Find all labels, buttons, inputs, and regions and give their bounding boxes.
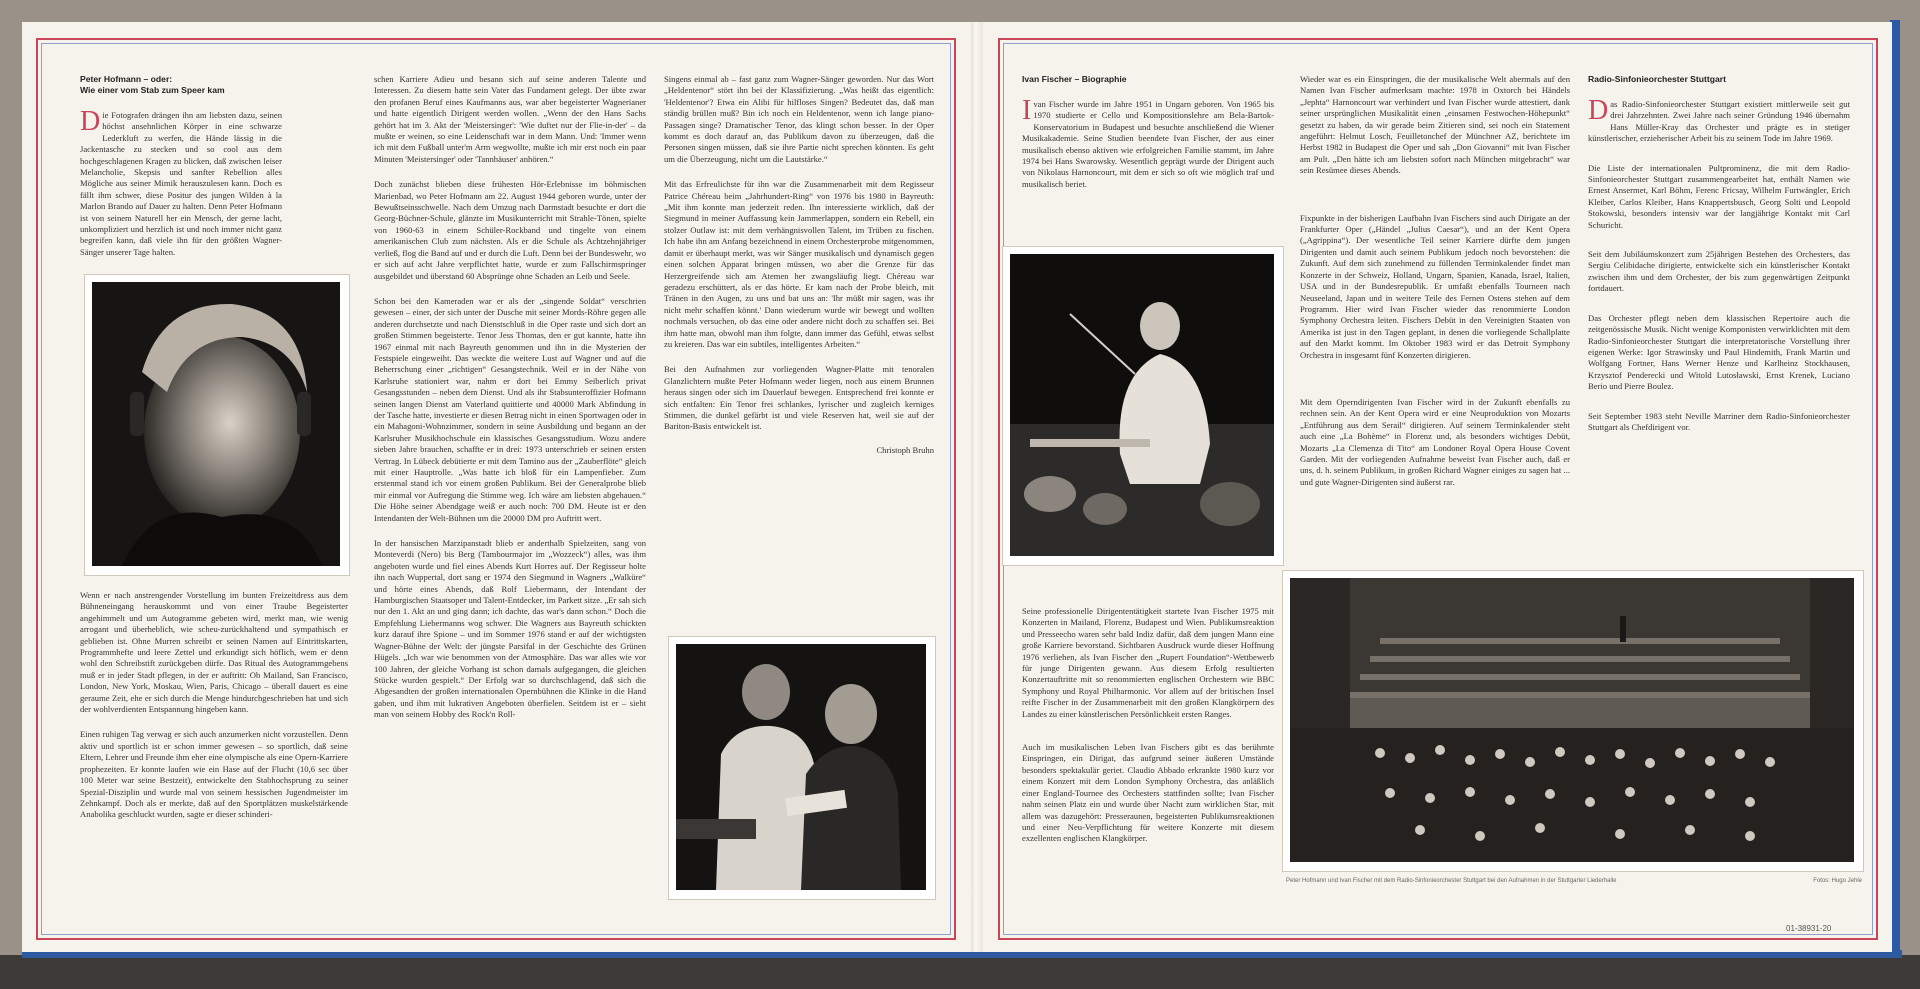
paragraph-text: ie Fotografen drängen ihn am liebsten dazu, seinen höchst ansehnlichen Körper in eine schwarze Lederkluft zu werfen, die Hände lässig in die Jackentasche zu stecken und so cool aus dem hochgeschlagenen Kragen zu blicken, daß zwischen leiser Melancholie, Skepsis und sanfter Rebellion alles Mögliche aus seiner Mimik herauszulesen kann. Doch es fällt ihm schwer, diese Positur des jungen Wilden à la Marlon Brando auf Dauer zu halten. Denn Peter Hofmann ist von seinem Naturell her ein Mensch, der gerne lacht, unkompliziert und herzlich ist und noch immer nicht ganz begreifen kann, daß viele ihn für den größten Wagner-Sänger unserer Tage halten. <box>80 110 282 257</box>
fischer-paragraph-5: Fixpunkte in der bisherigen Laufbahn Ivan Fischers sind auch Dirigate an der Frankfurter Oper („Händel „Julius Caesar“), und an der Kent Opera („Agrippina“). Der wesentliche Teil seiner Karriere dürfte dem jungen Dirigenten und damit auch seinem Publikum jedoch noch bevorstehen: die Zukunft. Auf dem sich zunehmend zu füllenden Terminkalender findet man Konzerte in der Schweiz, Holland, Ungarn, Spanien, Kanada, Israel, Italien, USA und in der Bundesrepublik. Er umfaßt ebenfalls Tourneen nach Neuseeland, Japan und in weitere Teile des Fernen Ostens stehen auf dem Programm. Hier wird Ivan Fischer wieder das renommierte London Symphony Orchestra leiten. Fischers Debüt in den Vereinigten Staaten von Amerika ist just in den Tagen geplant, in denen die vorliegende Schallplatte auf den Markt kommt. Im Oktober 1983 wird er das Detroit Symphony Orchestra in insgesamt fünf Konzerten dirigieren. <box>1300 212 1570 360</box>
orchestra-paragraph-2: Die Liste der internationalen Pultprominenz, die mit dem Radio-Sinfonieorchester Stuttgart zusammengearbeitet hat, enthält Namen wie Ernest Ansermet, Karl Böhm, Ferenc Fricsay, Wilhelm Furtwängler, Erich Kleiber, Carlos Kleiber, Hans Knappertsbusch, Georg Solti und Leopold Stokowski, besonders intensiv war der langjährige Kontakt mit Carl Schuricht. <box>1588 162 1850 230</box>
drop-cap: D <box>80 106 101 137</box>
table-surface <box>0 955 1920 989</box>
hofmann-portrait-photo <box>84 274 350 576</box>
fischer-biography-intro <box>1022 74 1274 234</box>
hofmann-paragraph-7: In der hansischen Marzipanstadt blieb er anderthalb Spielzeiten, sang von Monteverdi (Nero) bis Berg (Tambourmajor im „Wozzeck“) alles, was ihm angeboten wurde und fiel eines Abends Kurt Horres auf. Der Regisseur holte ihn nach Wuppertal, dort sang er 1974 den Siegmund in Wagners „Walküre“ und hörte eines Abends, daß Rolf Liebermann, der Intendant der Hamburgischen Staatsoper und Talent-Entdecker, im Parkett sitze. „Er sah sich nur den 1. Akt an und ging dann; ich dachte, das war's dann schon.“ Doch die Empfehlung Liebermanns wog schwer. Die Wagners aus Bayreuth schickten kurz darauf ihre Spione – und im Sommer 1976 stand er auf der wichtigsten Wagner-Bühne der Welt: der jüngste Parsifal in der Geschichte des Grünen Hügels. „Ich war wie benommen von der Atmosphäre. Das war alles wie vor 100 Jahren, der gleiche Vorhang ist schon damals aufgegangen, die gleichen Stücke wurden gespielt.“ Der Erfolg war so durchschlagend, daß sich die Abgesandten der großen internationalen Opernbühnen die Klinke in die Hand gaben, und ihm mit lukrativen Angeboten überfielen. Seitdem ist er – sieht man von seinem Hobby des Rock'n Roll- <box>374 538 646 720</box>
hofmann-paragraph-4: schen Karriere Adieu und besann sich auf seine anderen Talente und Interessen. Zu diesem hatte sein Vater das Fundament gelegt. Der übte zwar den profanen Beruf eines Kaufmanns aus, war aber begeisterter Wagnerianer und hatte eigentlich Dirigent werden wollen. „Wenn der den Hans Sachs gehört hat im 3. Akt der 'Meistersinger': 'Wie duftet nur der Flie-in-der' – da mußte er weinen, so eine Leidenschaft war in dem Mann. Und: 'Immer wenn ich mit dem Fußball unter'm Arm wegwollte, mußte ich mir erst noch ein paar Minuten 'Meistersinger' oder 'Tannhäuser' anhören.“ <box>374 74 646 164</box>
drop-cap: I <box>1022 95 1032 126</box>
photo-caption: Peter Hofmann und Ivan Fischer mit dem Radio-Sinfonieorchester Stuttgart bei den Aufnahmen in der Stuttgarter Liederhalle <box>1286 878 1617 884</box>
fischer-paragraph-6: Mit dem Operndirigenten Ivan Fischer wird in der Zukunft ebenfalls zu rechnen sein. An der Kent Opera wird er eine Neuproduktion von Mozarts „Entführung aus dem Serail“ dirigieren. Auf seinem Terminkalender steht auch eine „La Bohème“ in Florenz und, als besonders wichtiges Debüt, Mozarts „La Clemenza di Tito“ am Londoner Royal Opera House Covent Garden. Mit der vorliegenden Aufnahme beweist Ivan Fischer auch, daß er uns, d. h. seinem Publikum, in großen Richard Wagner einiges zu sagen hat ... und gute Wagner-Dirigenten sind äußerst rar. <box>1300 396 1570 487</box>
hofmann-paragraph-3: Einen ruhigen Tag verwag er sich auch anzumerken nicht vorzustellen. Denn aktiv und sportlich ist er schon immer gewesen – so sportlich, daß seine Eltern, Lehrer und Freunde ihm eher eine olympische als eine Opern-Karriere prophezeiten. Er konnte laufen wie ein Hase auf der Flucht (10,6 sec über 100 Meter war seine Bestzeit), entwickelte den Stabhochsprung zu seiner Spezial-Disziplin und wurde mal von seinem hessischen Jugendmeister im Zehnkampf. Doch als er merkte, daß auf den Sportplätzen muskelstärkende Anabolika geschluckt wurden, sagte er dieser schinderi- <box>80 729 348 820</box>
rehearsal-photo <box>668 636 936 900</box>
orchestra-paragraph-4: Das Orchester pflegt neben dem klassischen Repertoire auch die zeitgenössische Musik. Nicht wenige Komponisten verwirklichten mit dem Radio-Sinfonieorchester Stuttgart die interpretatorische Vorstellung ihrer eigenen Werke: Igor Strawinsky und Paul Hindemith, Frank Martin und Wolfgang Fortner, Hans Werner Henze und Karlheinz Stockhausen, Krzysztof Penderecki und Witold Lutosławski, Ernst Krenek, Luciano Berio und Pierre Boulez. <box>1588 312 1850 392</box>
gatefold-sleeve <box>22 22 1892 952</box>
paragraph-text: as Radio-Sinfonieorchester Stuttgart existiert mittlerweile seit gut drei Jahrzehnten. Zwei Jahre nach seiner Gründung 1946 übernahm Hans Müller-Kray das Orchester und prägte es in stetiger künstlerischer, erzieherischer Arbeit bis zu seinem Tode im Jahre 1969. <box>1588 99 1850 144</box>
orchestra-hall-image <box>1290 578 1854 862</box>
rehearsal-image <box>676 644 926 890</box>
hofmann-article-column-1b <box>80 590 348 940</box>
author-signature: Christoph Bruhn <box>876 444 934 455</box>
orchestra-paragraph-5: Seit September 1983 steht Neville Marriner dem Radio-Sinfonieorchester Stuttgart als Chefdirigent vor. <box>1588 410 1850 432</box>
fischer-paragraph-2: Seine professionelle Dirigententätigkeit startete Ivan Fischer 1975 mit Konzerten in Mailand, Florenz, Budapest und Wien. Publikumsreaktion und Presseecho waren sehr bald Indiz dafür, daß dem jungen Mann eine große Karriere bevorstand. Sichtbaren Ausdruck wurde dieser Hoffnung 1976 verliehen, als Ivan Fischer den „Rupert Foundation“-Wettbewerb für junge Dirigenten gewann. Aus diesem Erfolg resultierten Konzertauftritte mit so renommierten englischen Orchestern wie BBC Symphony und Royal Philharmonic. Vor allem auf der britischen Insel reifte Fischer in der Zusammenarbeit mit den großen Klangkörpern des Landes zu einer künstlerischen Persönlichkeit ersten Ranges. <box>1022 606 1274 719</box>
orchestra-article-title: Radio-Sinfonieorchester Stuttgart <box>1588 74 1726 84</box>
hofmann-article-column-3 <box>664 74 934 594</box>
fischer-paragraph-4: Wieder war es ein Einspringen, die der musikalische Welt abermals auf den Namen Ivan Fischer aufmerksam machte: 1978 in Oxtorch bei Händels „Jephta“ Harnoncourt war verhindert und Ivan Fischer wurde attestiert, dank seiner ursprünglichen Musikalität einen „einsamen Festwochen-Höhepunkt“ gesetzt zu haben, da wir gerade beim Zitieren sind, sei noch ein Statement angeführt: Helmut Losch, Feuilletonchef der Münchner AZ, berichtete im Herbst 1982 in Budapest die Oper und sah „Don Giovanni“ mit Ivan Fischer am Pult. „Den hätte ich am liebsten sofort nach München mitgebracht“ war sein Resümee dieses Abends. <box>1300 74 1570 176</box>
paragraph-text: van Fischer wurde im Jahre 1951 in Ungarn geboren. Von 1965 bis 1970 studierte er Cello und Kompositionslehre am Bela-Bartok-Konservatorium in Budapest und besuchte anschließend die Wiener Musikakademie. Seine Studien beendete Ivan Fischer, der aus einer musikalisch ebenso aktiven wie erfolgreichen Familie stammt, im Jahre 1974 bei Hans Swarowsky. Wesentlich geprägt wurde der Dirigent auch von Nikolaus Harnoncourt, mit dem er sich so oft wie möglich traf und musikalisch beriet. <box>1022 99 1274 189</box>
hofmann-paragraph-10: Bei den Aufnahmen zur vorliegenden Wagner-Platte mit tenoralen Glanzlichtern mußte Peter Hofmann weder liegen, noch aus einem Brunnen heraus singen oder sich im Dauerlauf bewegen. Entsprechend frei konnte er sich entfalten: Ein Tenor frei schlankes, lyrischer und zugleich kerniges Stimmen, die dunkel gefärbt ist und viele Reserven hat, weil sie auf der Bariton-Basis entwickelt ist. <box>664 364 934 432</box>
orchestra-hall-photo <box>1282 570 1864 872</box>
hofmann-portrait-image <box>92 282 340 566</box>
fischer-paragraph-3: Auch im musikalischen Leben Ivan Fischers gibt es das berühmte Einspringen, ein Dirigat, das aufgrund seiner äußeren Umstände besonders spektakulär geriet. Claudio Abbado erkrankte 1980 kurz vor einem Konzert mit dem London Symphony Orchestra, das anläßlich einer England-Tournee des Orchesters stattfinden sollte; Ivan Fischer nahm seinen Platz ein und wurde über Nacht zum wirklichen Star, mit allem was dazugehört: Presseraunen, begeisterten Publikumsreaktionen und einer Neu-Verpflichtung für weitere Konzerte mit diesem exzellenten englischen Klangkörper. <box>1022 742 1274 844</box>
hofmann-paragraph-8: Singens einmal ab – fast ganz zum Wagner-Sänger geworden. Nur das Wort „Heldentenor“ stört ihn bei der Klassifizierung. „Was heißt das eigentlich: 'Heldentenor'? Etwa ein Alibi für hilfloses Singen? Bedeutet das, daß man ständig brüllen muß? Bin ich noch ein Heldentenor, wenn ich lange piano-Passagen singe? Dramatischer Tenor, das klingt schon besser. In der Oper kommt es doch darauf an, das Publikum davon zu überzeugen, daß die Personen singen müssen, daß sie ihre Partie nicht sprechen könnten. Es geht um die Überzeugung, nicht um die Lautstärke.“ <box>664 74 934 164</box>
fischer-biography-column-2 <box>1300 74 1570 574</box>
fischer-conducting-photo <box>1002 246 1284 566</box>
catalog-number: 01-38931-20 <box>1786 924 1832 933</box>
fischer-biography-column-1b <box>1022 606 1274 946</box>
drop-cap: D <box>1588 95 1609 126</box>
hofmann-paragraph-2: Wenn er nach anstrengender Vorstellung im bunten Freizeitdress aus dem Bühneneingang herauskommt und von einer Traube Begeisterter angehimmelt und um Autogramme gebeten wird, merkt man, wie wenig arrogant und überheblich, wie scheu-zurückhaltend und sympathisch er geblieben ist. Ohne Murren schreibt er seinen Namen auf Eintrittskarten, Programmhefte und leere Zettel und erkundigt sich höflich, wem er denn wohl den Schreibstift zurückgeben dürfe. Das Ritual des Autogrammgebens muß er in jeder Stadt pflegen, in der er auftritt: Ob Mailand, San Francisco, London, New York, Moskau, Wien, Paris, Chicago – überall dauert es eine geraume Zeit, ehe er sich durch die Menge hindurchgeschrieben hat und sich der wohlverdienten Entspannung hingeben kann. <box>80 590 348 715</box>
hofmann-paragraph-1 <box>80 106 282 258</box>
photo-credit: Fotos: Hugo Jehle <box>1813 878 1862 884</box>
hofmann-article-column-2 <box>374 74 646 944</box>
fischer-paragraph-1 <box>1022 95 1274 190</box>
orchestra-paragraph-1 <box>1588 95 1850 145</box>
hofmann-paragraph-6: Schon bei den Kameraden war er als der „singende Soldat“ verschrien gewesen – einer, der sich unter der Dusche mit seiner Mords-Röhre gegen alle anderen durchsetzte und nach Dienstschluß in die Oper raste und sich dort an großen Stimmen begeisterte. Tenor Jess Thomas, den er gut kannte, hatte ihn 1967 einmal mit nach Bayreuth genommen und ihn in die Mysterien der Festspiele eingeweiht. Das weckte die weitere Lust auf Wagner und auf die Beherrschung einer „richtigen“ Gesangstechnik. Weil er in der Nähe von Karlsruhe stationiert war, nahm er dort bei Emmy Seiberlich privat Gesangsstunden – neben dem Dienst. Und als ihr Stabsunteroffizier Hofmann seinen langen Dienst am Vaterland quittierte und 40000 Mark Abfindung in der Tasche hatte, investierte er diesen Betrag nicht in einen Sportwagen oder in ein Mahagoni-Wohnzimmer, sondern in seine Ausbildung und begann an der Karlsruher Musikhochschule ein klassisches Gesangsstudium. Wozu andere sieben Jahre brauchen, schaffte er in drei: 1973 unterschrieb er seinen ersten Vertrag. In Lübeck debütierte er mit dem Tamino aus der „Zauberflöte“ gleich mit einer Hauptrolle. „Was hatte ich bloß für ein Lampenfieber. Zum erstenmal stand ich vor einem großen Publikum. Bei der Generalprobe blieb mir einmal vor Aufregung die Stimme weg. Ich wäre am liebsten abgehauen.“ Die Höhe seiner Abendgage weiß er auch noch: 700 DM. Heute ist er den Intendanten der Welt-Bühnen um die 20000 DM pro Auftritt wert. <box>374 295 646 523</box>
center-fold <box>971 22 983 952</box>
fischer-biography-title: Ivan Fischer – Biographie <box>1022 74 1127 84</box>
hofmann-article-intro <box>80 74 282 284</box>
orchestra-paragraph-3: Seit dem Jubiläumskonzert zum 25jährigen Bestehen des Orchesters, das Sergiu Celibidache dirigierte, entwickelte sich ein künstlerischer Kontakt zwischen ihm und dem Orchester, der bis zum gegenwärtigen Zeitpunkt fortdauert. <box>1588 249 1850 294</box>
fischer-conducting-image <box>1010 254 1274 556</box>
hofmann-paragraph-9: Mit das Erfreulichste für ihn war die Zusammenarbeit mit dem Regisseur Patrice Chéreau beim „Jahrhundert-Ring“ von 1976 bis 1980 in Bayreuth: „Mit ihm konnte man jederzeit reden. Ihn interessierte wirklich, daß der Siegmund in meiner Auffassung kein Jammerlappen, sondern ein Rebell, ein stolzer Outlaw ist: mit dem verhängnisvollen Talent, im Trüben zu fischen. Ich habe ihn am Anfang bezeichnend in einem Orchesterprobe mitgenommen, damit er überhaupt merkt, was wir Sänger musikalisch und dynamisch gegen einen solchen Apparat bringen müssen, wo aber die Grenze für das Herzergreifende sich am Atemen her zwangsläufig liegt. Chéreau war geradezu erschüttert, als er das hörte. Er kam nach der Probe bleich, mit Tränen in den Augen, zu uns und bat uns an: 'Ihr müßt mir sagen, was ihr nicht mehr schaffen könnt.' Dann wiederum wurde wir bewegt und wollten nochmals versuchen, ob das eine oder andere nicht doch zu schaffen sei. Bei ihm hatte man, obwohl man ihm folgte, dann immer das Gefühl, etwas selbst zu kreieren. Das war ein subtiles, intelligentes Arbeiten.“ <box>664 179 934 349</box>
hofmann-article-title: Peter Hofmann – oder: Wie einer vom Stab zum Speer kam <box>80 74 225 95</box>
orchestra-article <box>1588 74 1850 574</box>
hofmann-paragraph-5: Doch zunächst blieben diese frühesten Hör-Erlebnisse im böhmischen Marienbad, wo Peter Hofmann am 22. August 1944 geboren wurde, unter der Bewußtseinsschwelle. Nach dem Umzug nach Darmstadt besuchte er dort die Georg-Büchner-Schule, glänzte im Musikunterricht mit Strahle-Tönen, spielte von 1960-63 in einem Schüler-Rockband und tingelte von einem amerikanischen Club zum nächsten. Als er die Schule als Achtzehnjähriger verließ, flog die Band auf und er durch die Luft. Denn bei der Bundeswehr, wo er sich auf acht Jahre verpflichtet hatte, wurde er zum Fallschirmspringer ausgebildet und überstand 60 Absprünge ohne Schaden an Leib und Seele. <box>374 179 646 281</box>
